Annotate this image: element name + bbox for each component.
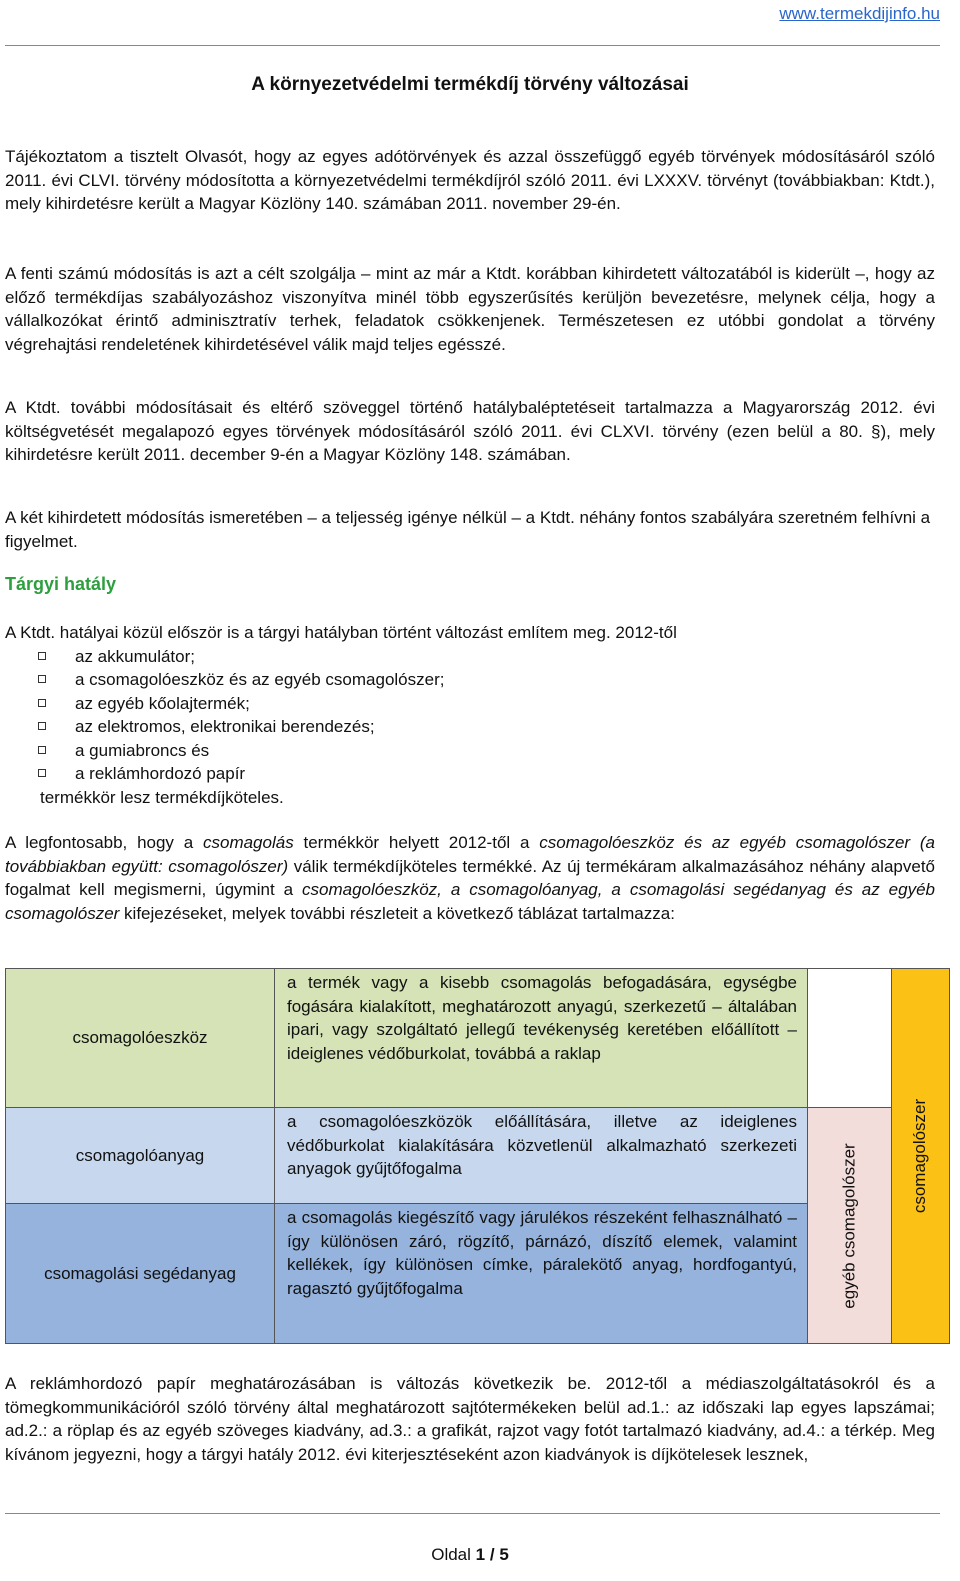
list-item — [5, 762, 935, 786]
p6-text-e: válik termékdíjköteles termékké. Az új termékáram alkalmazásához néhány alapvető fogalmat kell megismerni, úgymint a — [5, 856, 935, 899]
page-footer — [0, 1545, 940, 1565]
paragraph-6 — [5, 831, 935, 925]
page-separator: / — [489, 1545, 495, 1564]
table-group-all — [891, 968, 950, 1344]
p6-text-g: kifejezéseket, melyek további részleteit a következő táblázat tartalmazza: — [119, 903, 675, 923]
paragraph-5: A Ktdt. hatályai közül először is a tárgyi hatályban történt változást említem meg. 2012-től — [5, 623, 677, 642]
intro-paragraph: Tájékoztatom a tisztelt Olvasót, hogy az egyes adótörvények és azzal összefüggő egyéb törvények módosításáról szóló 2011. évi CLVI. törvény módosította a környezetvédelmi termékdíjról szóló 2011. évi LXXXV. törvényt (továbbiakban: Ktdt.), mely kihirdetésre került a Magyar Közlöny 140. számában 2011. november 29-én. — [5, 147, 935, 213]
list-item-text: az akkumulátor; — [75, 646, 195, 666]
p6-text-c: termékkör helyett 2012-től a — [293, 833, 540, 852]
table-definition-3: a csomagolás kiegészítő vagy járulékos részeként felhasználható – így különösen záró, rögzítő, párnázó, díszítő elemek, valamint kellékek, így különösen címke, páralekötő anyag, hordfogantyú, ragasztó gyűjtőfogalma — [274, 1203, 808, 1344]
square-bullet-icon — [38, 652, 46, 660]
definitions-table — [5, 968, 950, 1344]
list-item-text: a gumiabroncs és — [75, 740, 210, 760]
list-item — [5, 715, 935, 739]
table-definition-1: a termék vagy a kisebb csomagolás befogadására, egységbe fogására kialakított, meghatározott anyagú, szerkezetű – általában ipari, vagy szolgáltató jellegű tevékenység keretében előállított – ideiglenes védőburkolat, továbbá a raklap — [274, 968, 808, 1108]
list-item — [5, 739, 935, 763]
group-all-label: csomagolószer — [910, 1098, 930, 1214]
paragraph-3: A Ktdt. további módosításait és eltérő szöveggel történő hatálybaléptetéseit tartalmazza a Magyarország 2012. évi költségvetését megalapozó egyes törvények módosításáról szóló 2011. évi CLXVI. törvény (ezen belül a 80. §), mely kihirdetésre került 2011. december 9-én a Magyar Közlöny 148. számában. — [5, 398, 935, 464]
list-conclusion: termékkör lesz termékdíjköteles. — [40, 787, 284, 807]
list-item-text: az egyéb kőolajtermék; — [75, 693, 250, 713]
page-label: Oldal — [431, 1545, 471, 1564]
square-bullet-icon — [38, 675, 46, 683]
table-group-other — [807, 1107, 892, 1344]
paragraph-2: A fenti számú módosítás is azt a célt szolgálja – mint az már a Ktdt. korábban kihirdetett változatából is kiderült –, hogy az előző termékdíjas szabályozáshoz viszonyítva minél több egyszerűsítés kerüljön bevezetésre, melynek célja, hogy a vállalkozókat érintő adminisztratív terhek, feladatok csökkenjenek. Természetesen ez utóbbi gondolat a törvény végrehajtási rendeletének kihirdetésével válik majd teljes egésszé. — [5, 264, 935, 354]
header-divider — [5, 45, 940, 46]
table-term-2: csomagolóanyag — [5, 1107, 275, 1204]
table-definition-2: a csomagolóeszközök előállítására, illetve az ideiglenes védőburkolat kialakítására közvetlenül alkalmazható szerkezeti anyagok gyűjtőfogalma — [274, 1107, 808, 1204]
list-item-text: a reklámhordozó papír — [75, 764, 246, 783]
page-title: A környezetvédelmi termékdíj törvény változásai — [251, 74, 689, 95]
footer-divider — [5, 1513, 940, 1514]
p6-text-a: A legfontosabb, hogy a — [5, 833, 203, 852]
list-item — [5, 645, 935, 669]
scope-section — [5, 621, 935, 809]
list-item — [5, 692, 935, 716]
page-current: 1 — [475, 1545, 486, 1564]
product-list — [5, 645, 935, 786]
list-item — [5, 668, 935, 692]
table-term-1: csomagolóeszköz — [5, 968, 275, 1108]
paragraph-7: A reklámhordozó papír meghatározásában is változás következik be. 2012-től a médiaszolgáltatásokról és a tömegkommunikációról szóló törvény által meghatározott sajtótermékeken belül ad.1.: az időszaki lap egyes lapszámai; ad.2.: a röplap és az egyéb szöveges kiadvány, ad.3.: a grafikát, rajzot vagy fotót tartalmazó kiadvány, ad.4.: a térkép. Meg kívánom jegyezni, hogy a tárgyi hatály 2012. évi kiterjesztéseként azon kiadványok is díjkötelesek lesznek, — [5, 1374, 935, 1464]
group-other-label: egyéb csomagolószer — [839, 1142, 859, 1309]
p6-italic-d: csomagolóeszköz és az egyéb csomagolószer (a továbbiakban együtt: csomagolószer) — [5, 833, 935, 876]
table-blank-cell — [807, 968, 892, 1108]
p6-italic-f: csomagolóeszköz, a csomagolóanyag, a csomagolási segédanyag és az egyéb csomagolószer — [5, 880, 935, 923]
square-bullet-icon — [38, 746, 46, 754]
square-bullet-icon — [38, 699, 46, 707]
square-bullet-icon — [38, 722, 46, 730]
list-item-text: a csomagolóeszköz és az egyéb csomagolószer; — [75, 670, 445, 689]
header-url-link[interactable]: www.termekdijinfo.hu — [779, 4, 940, 23]
table-term-3: csomagolási segédanyag — [5, 1203, 275, 1344]
paragraph-4: A két kihirdetett módosítás ismeretében – a teljesség igénye nélkül – a Ktdt. néhány fontos szabályára szeretném felhívni a figyelmet. — [5, 508, 931, 551]
page-total: 5 — [499, 1545, 509, 1564]
section-title: Tárgyi hatály — [5, 574, 117, 594]
square-bullet-icon — [38, 769, 46, 777]
list-item-text: az elektromos, elektronikai berendezés; — [75, 717, 375, 736]
p6-italic-b: csomagolás — [202, 833, 294, 852]
